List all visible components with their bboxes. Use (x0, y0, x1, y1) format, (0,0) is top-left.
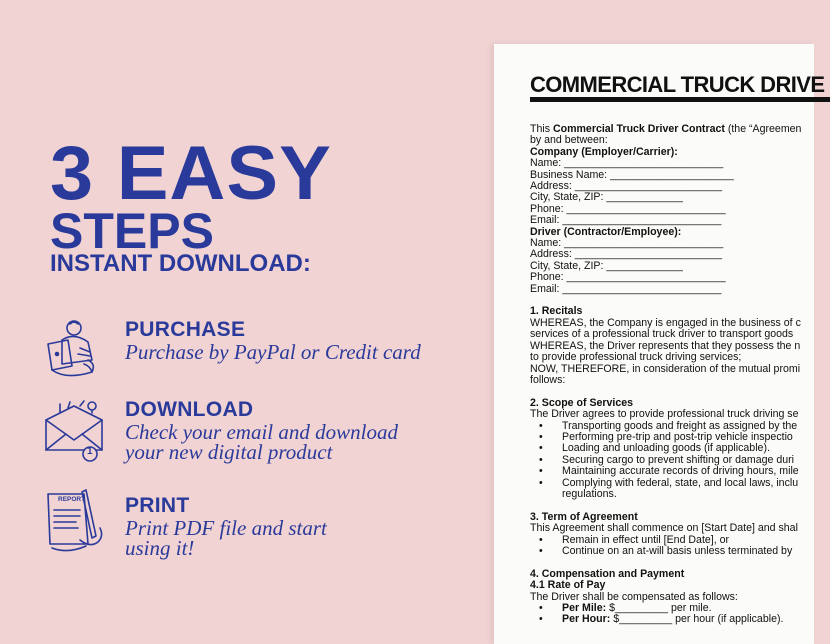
title-rule (530, 97, 830, 102)
text-line: This Agreement shall commence on [Start Date] and shal (530, 522, 798, 535)
field-line: Phone: ___________________________ (530, 202, 726, 215)
field-line: Business Name: _____________________ (530, 168, 734, 181)
list-item: • Maintaining accurate records of driving hours, mile (530, 466, 830, 477)
step-description-line: your new digital product (125, 440, 333, 464)
step-description (125, 342, 455, 362)
text-line: The Driver agrees to provide professional truck driving se (530, 408, 799, 421)
step-description-line: Check your email and download (125, 420, 398, 444)
step-title: PRINT (125, 494, 190, 517)
field-line: Email: ___________________________ (530, 282, 722, 295)
company-header: Company (Employer/Carrier): (530, 145, 678, 158)
text-line: WHEREAS, the Company is engaged in the business of c (530, 316, 801, 329)
step-description (125, 518, 455, 558)
list-item: • Per Hour: $_________ per hour (if applicable). (530, 614, 830, 625)
report-label: REPORT (58, 496, 86, 503)
intro-line: This Commercial Truck Driver Contract (the “Agreemen (530, 123, 802, 135)
text-line: to provide professional truck driving services; (530, 351, 742, 364)
step-title: PURCHASE (125, 318, 246, 341)
person-laptop-icon (40, 318, 110, 388)
list-item: • Complying with federal, state, and local laws, inclu (530, 478, 830, 489)
field-line: Address: _________________________ (530, 248, 723, 261)
field-line: City, State, ZIP: _____________ (530, 259, 683, 272)
intro-line: by and between: (530, 134, 608, 147)
step-description (125, 422, 455, 462)
list-item: • Securing cargo to prevent shifting or damage duri (530, 455, 830, 466)
list-continuation: regulations. (562, 487, 617, 500)
driver-header: Driver (Contractor/Employee): (530, 225, 682, 238)
list-item: • Transporting goods and freight as assigned by the (530, 421, 830, 432)
field-line: Phone: ___________________________ (530, 271, 726, 284)
subsection-heading: 4.1 Rate of Pay (530, 579, 606, 592)
text-line: WHEREAS, the Driver represents that they possess the n (530, 339, 801, 352)
step-description-line: Print PDF file and start (125, 516, 327, 540)
text-line: follows: (530, 373, 566, 386)
section-heading: 3. Term of Agreement (530, 510, 638, 523)
document-body (530, 124, 830, 626)
email-envelope-icon (40, 398, 110, 468)
hero-subtitle: STEPS (50, 203, 214, 259)
step-title: DOWNLOAD (125, 398, 254, 421)
step-description-line: using it! (125, 536, 195, 560)
hero-tagline: INSTANT DOWNLOAD: (50, 250, 311, 277)
contract-document-preview (494, 44, 825, 644)
text-line: NOW, THEREFORE, in consideration of the mutual promi (530, 362, 801, 375)
section-heading: 1. Recitals (530, 305, 583, 318)
section-heading: 4. Compensation and Payment (530, 567, 685, 580)
field-line: Name: ___________________________ (530, 157, 724, 170)
hero-title: 3 EASY (50, 131, 332, 216)
text-line: The Driver shall be compensated as follows: (530, 590, 738, 603)
list-item: • Loading and unloading goods (if applicable). (530, 443, 830, 454)
list-item: • Performing pre-trip and post-trip vehicle inspectio (530, 432, 830, 443)
section-heading: 2. Scope of Services (530, 396, 634, 409)
field-line: Email: ___________________________ (530, 214, 722, 227)
field-line: Address: _________________________ (530, 180, 723, 193)
report-document-icon (40, 488, 110, 558)
document-title: COMMERCIAL TRUCK DRIVE (530, 72, 825, 97)
field-line: City, State, ZIP: _____________ (530, 191, 683, 204)
list-item: • Continue on an at-will basis unless terminated by (530, 546, 830, 557)
notification-badge: 1 (87, 446, 93, 457)
list-item: • Per Mile: $_________ per mile. (530, 603, 830, 614)
field-line: Name: ___________________________ (530, 237, 724, 250)
step-description-line: Purchase by PayPal or Credit card (125, 340, 421, 364)
list-item: • Remain in effect until [End Date], or (530, 535, 830, 546)
text-line: services of a professional truck driver to transport goods (530, 328, 794, 341)
